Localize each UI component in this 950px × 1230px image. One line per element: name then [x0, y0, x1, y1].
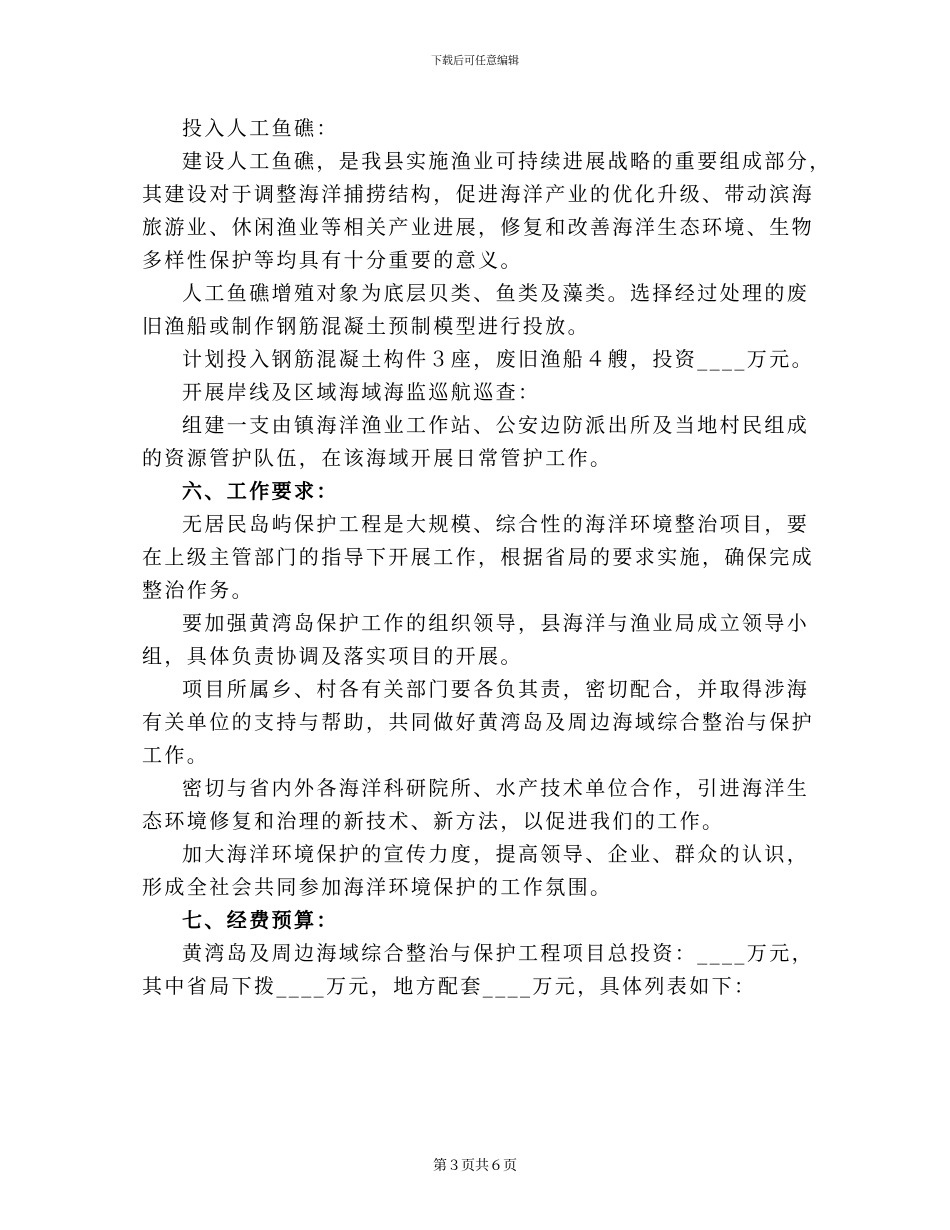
page-header: 下载后可任意编辑 — [431, 54, 519, 67]
text-line: 密切与省内外各海洋科研院所、水产技术单位合作，引进海洋生 — [182, 776, 810, 800]
text-line: 的资源管护队伍，在该海域开展日常管护工作。 — [142, 446, 613, 470]
text-line: 形成全社会共同参加海洋环境保护的工作氛围。 — [142, 875, 613, 899]
text-line: 其中省局下拨____万元，地方配套____万元，具体列表如下： — [142, 974, 757, 998]
section-heading: 六、工作要求： — [182, 479, 339, 503]
paragraph — [142, 937, 814, 1003]
text-line: 要加强黄湾岛保护工作的组织领导，县海洋与渔业局成立领导小 — [182, 611, 810, 635]
text-line: 项目所属乡、村各有关部门要各负其责，密切配合，并取得涉海 — [182, 677, 810, 701]
text-line: 其建设对于调整海洋捕捞结构，促进海洋产业的优化升级、带动滨海 — [142, 182, 814, 206]
paragraph — [142, 145, 832, 277]
text-line: 建设人工鱼礁，是我县实施渔业可持续进展战略的重要组成部分， — [182, 149, 832, 173]
section-heading: 七、经费预算： — [182, 908, 339, 932]
text-line: 多样性保护等均具有十分重要的意义。 — [142, 248, 523, 272]
text-line: 组，具体负责协调及落实项目的开展。 — [142, 644, 523, 668]
document-body — [142, 112, 832, 1003]
paragraph: 投入人工鱼礁： — [182, 116, 339, 140]
paragraph: 计划投入钢筋混凝土构件３座，废旧渔船４艘，投资____万元。 — [182, 347, 814, 371]
text-line: 加大海洋环境保护的宣传力度，提高领导、企业、群众的认识， — [182, 842, 810, 866]
text-line: 在上级主管部门的指导下开展工作，根据省局的要求实施，确保完成 — [142, 545, 814, 569]
paragraph — [142, 673, 814, 772]
text-line: 有关单位的支持与帮助，共同做好黄湾岛及周边海域综合整治与保护 — [142, 710, 814, 734]
page-number: 第３页共６页 — [433, 1158, 517, 1174]
text-line: 整治作务。 — [142, 578, 254, 602]
paragraph — [142, 277, 808, 343]
text-line: 无居民岛屿保护工程是大规模、综合性的海洋环境整治项目，要 — [182, 512, 810, 536]
paragraph — [142, 409, 808, 475]
paragraph — [142, 508, 814, 607]
text-line: 黄湾岛及周边海域综合整治与保护工程项目总投资：____万元， — [182, 941, 814, 965]
text-line: 人工鱼礁增殖对象为底层贝类、鱼类及藻类。选择经过处理的废 — [182, 281, 810, 305]
text-line: 组建一支由镇海洋渔业工作站、公安边防派出所及当地村民组成 — [182, 413, 810, 437]
text-line: 工作。 — [142, 743, 210, 767]
paragraph: 开展岸线及区域海域海监巡航巡查： — [182, 380, 541, 404]
paragraph — [142, 607, 808, 673]
text-line: 旧渔船或制作钢筋混凝土预制模型进行投放。 — [142, 314, 590, 338]
text-line: 态环境修复和治理的新技术、新方法，以促进我们的工作。 — [142, 809, 725, 833]
paragraph — [142, 772, 808, 838]
paragraph — [142, 838, 808, 904]
text-line: 旅游业、休闲渔业等相关产业进展，修复和改善海洋生态环境、生物 — [142, 215, 814, 239]
